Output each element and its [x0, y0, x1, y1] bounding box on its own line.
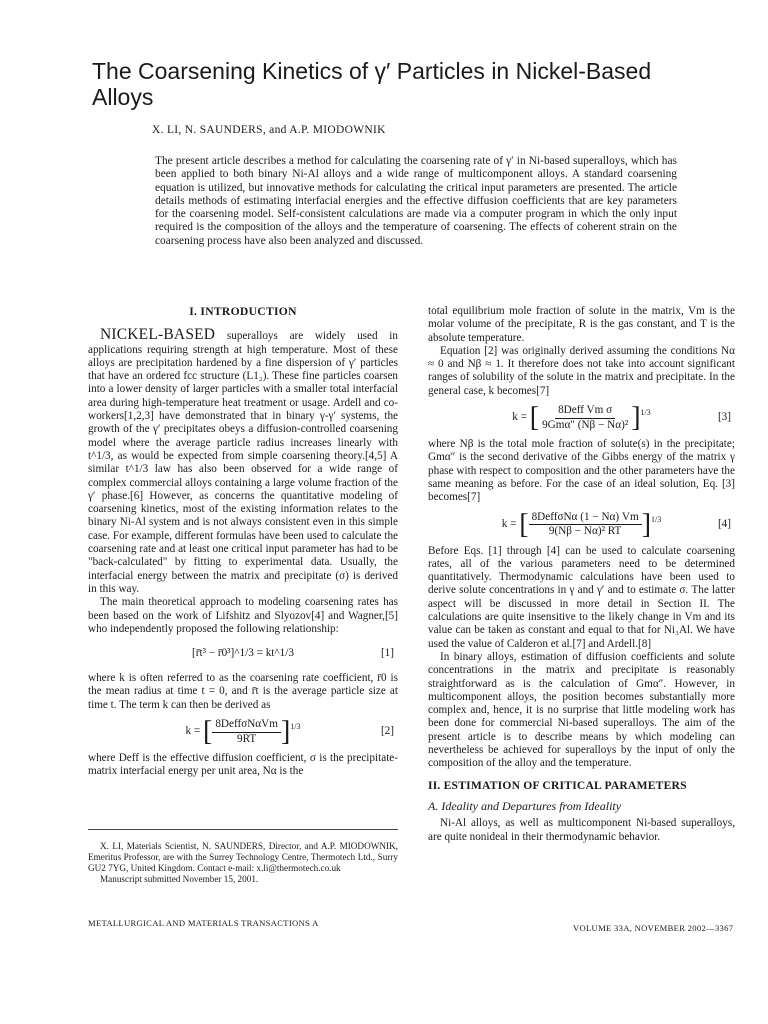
- section-heading-critical-parameters: II. ESTIMATION OF CRITICAL PARAMETERS: [428, 778, 687, 792]
- bracket-close: ]: [641, 508, 652, 540]
- fraction: [539, 404, 631, 432]
- equation-lhs: k =: [501, 517, 517, 530]
- dropcap: NICKEL-BASED: [100, 326, 216, 344]
- bracket-close: ]: [280, 716, 291, 748]
- equation-number: [4]: [717, 517, 731, 530]
- left-column: [88, 305, 398, 779]
- numerator: 8DeffσNα (1 − Nα) Vm: [529, 511, 642, 525]
- journal-name: METALLURGICAL AND MATERIALS TRANSACTIONS A: [88, 918, 319, 928]
- footnote-divider: [88, 829, 398, 830]
- bracket-close: ]: [631, 402, 641, 434]
- paragraph: In binary alloys, estimation of diffusion coefficients and solute concentrations in the matrix and precipitate is reasonably straightforward as is the calculation of Gmα″. However, in multicomponent alloys, the position becomes substantially more complex and, hence, it is no surprise that little modeling work has been done for commercial Ni-based superalloys. The aim of the present article is to describe means by which modeling can nevertheless be achieved for superalloys by the input of only the composition of the alloy and the temperature.: [428, 650, 735, 770]
- equation-body: [r̄t³ − r̄0³]^1/3 = kt^1/3: [192, 647, 294, 660]
- footnote: [88, 841, 398, 885]
- denominator: 9Gmα″ (Nβ − Nα)²: [542, 418, 629, 431]
- bracket-open: [: [519, 508, 529, 540]
- denominator: 9RT: [237, 732, 257, 745]
- paragraph: where Deff is the effective diffusion coefficient, σ is the precipitate-matrix interfacial energy per unit area, Nα is the: [88, 752, 398, 778]
- paragraph: Equation [2] was originally derived assuming the conditions Nα ≈ 0 and Nβ ≈ 1. It therefore does not take into account significant ranges of solubility of the solute in the matrix and precipitate. In the general case, k becomes[7]: [428, 344, 735, 397]
- equation-lhs: k =: [512, 411, 527, 424]
- author-list: X. LI, N. SAUNDERS, and A.P. MIODOWNIK: [152, 124, 386, 136]
- paragraph: where Nβ is the total mole fraction of solute(s) in the precipitate; Gmα″ is the second derivative of the Gibbs energy of the matrix γ phase with respect to composition and the other parameters have the same meaning as before. For the case of an ideal solution, Eq. [3] becomes[7]: [428, 438, 735, 504]
- exponent: 1/3: [651, 514, 662, 524]
- bracket-open: [: [202, 716, 213, 748]
- section-heading-introduction: I. INTRODUCTION: [189, 305, 297, 318]
- equation-number: [1]: [380, 647, 394, 660]
- subsection-heading: A. Ideality and Departures from Ideality: [428, 798, 622, 813]
- bracket-open: [: [529, 402, 540, 434]
- fraction: [529, 511, 642, 539]
- numerator: 8Deff Vm σ: [555, 404, 615, 418]
- denominator: 9(Nβ − Nα)² RT: [548, 525, 622, 538]
- right-column: [428, 305, 735, 844]
- paragraph: [88, 328, 398, 596]
- equation-lhs: k =: [185, 725, 201, 738]
- equation-number: [3]: [717, 411, 731, 424]
- fraction: [212, 718, 281, 746]
- paragraph: where k is often referred to as the coarsening rate coefficient, r̄0 is the mean radius at time t = 0, and r̄t is the average particle size at time t. The term k can then be derived as: [88, 672, 398, 711]
- abstract: The present article describes a method for calculating the coarsening rate of γ′ in Ni-based superalloys, which has been applied to both binary Ni-Al alloys and a wide range of multicomponent alloys. A standard coarsening equation is utilized, but innovative methods for calculating the critical input parameters are presented. The article details methods of estimating interfacial energies and the effective diffusion coefficients that are key parameters for the coarsening model. Self-consistent calculations are made via a computer program in which the only input required is the composition of the alloys and the temperature of coarsening. The effects of coherent strain on the coarsening process have also been analyzed and discussed.: [155, 155, 677, 247]
- exponent: 1/3: [290, 722, 301, 732]
- paragraph: total equilibrium mole fraction of solute in the matrix, Vm is the molar volume of the precipitate, R is the gas constant, and T is the absolute temperature.: [428, 305, 735, 344]
- exponent: 1/3: [640, 408, 651, 418]
- equation-2: [88, 718, 398, 746]
- numerator: 8DeffσNαVm: [212, 718, 281, 732]
- footnote-affiliation: X. LI, Materials Scientist, N. SAUNDERS, Director, and A.P. MIODOWNIK, Emeritus Professor, are with the Surrey Technology Centre, Thermotech Ltd., Surry GU2 7YG, United Kingdom. Contact e-mail: x.li@thermotech.co.uk: [88, 841, 398, 873]
- volume-page: VOLUME 33A, NOVEMBER 2002—3367: [573, 923, 734, 933]
- paragraph: The main theoretical approach to modeling coarsening rates has been based on the work of Lifshitz and Slyozov[4] and Wagner,[5] who independently proposed the following relationship:: [88, 596, 398, 635]
- equation-3: [428, 404, 735, 432]
- article-title: The Coarsening Kinetics of γ′ Particles in Nickel-Based Alloys: [92, 58, 652, 110]
- paragraph-text: superalloys are widely used in applications requiring strength at high temperature. Most of these alloys are precipitation hardened by a fine dispersion of γ′ particles that have an ordered fcc structure (L1₂). These fine particles coarsen into a lower density of larger particles with a smaller total interfacial area during high-temperature heat treatment or usage. Ardell and co-workers[1,2,3] have demonstrated that in binary γ-γ′ systems, the growth of the γ′ precipitates obeys a diffusion-controlled coarsening model where the average particle radius increases linearly with t^1/3, as would be expected from simple coarsening theory.[4,5] A similar t^1/3 law has also been observed for a wide range of complex commercial alloys containing a large volume fraction of the γ′ phase.[6] However, as concerns the quantitative modeling of coarsening kinetics, most of the existing information relates to the binary Ni-Al system and is not always consistent even in this simple case. For example, different formulas have been used to calculate the coarsening rate and at least one critical input parameter has had to be "back-calculated" by fitting to experimental data. Usually, the interfacial energy between the matrix and precipitate (σ) is derived in this way.: [88, 330, 398, 595]
- equation-number: [2]: [380, 725, 394, 738]
- footnote-submitted: Manuscript submitted November 15, 2001.: [100, 874, 259, 884]
- paragraph: Before Eqs. [1] through [4] can be used to calculate coarsening rates, all of the various parameters need to be determined quantitatively. Thermodynamic calculations have been used to derive solute concentrations in γ and γ′ and to estimate σ. The latter aspect will be discussed in more detail in Section II. The calculations are quite insensitive to the likely change in Vm and its value can be taken as constant and equal to that for Ni₃Al. We have used the value of Calderon et al.[7] and Ardell.[8]: [428, 544, 735, 650]
- paragraph: Ni-Al alloys, as well as multicomponent Ni-based superalloys, are quite nonideal in their thermodynamic behavior.: [428, 817, 735, 843]
- equation-4: [428, 508, 735, 540]
- equation-1: [88, 642, 398, 666]
